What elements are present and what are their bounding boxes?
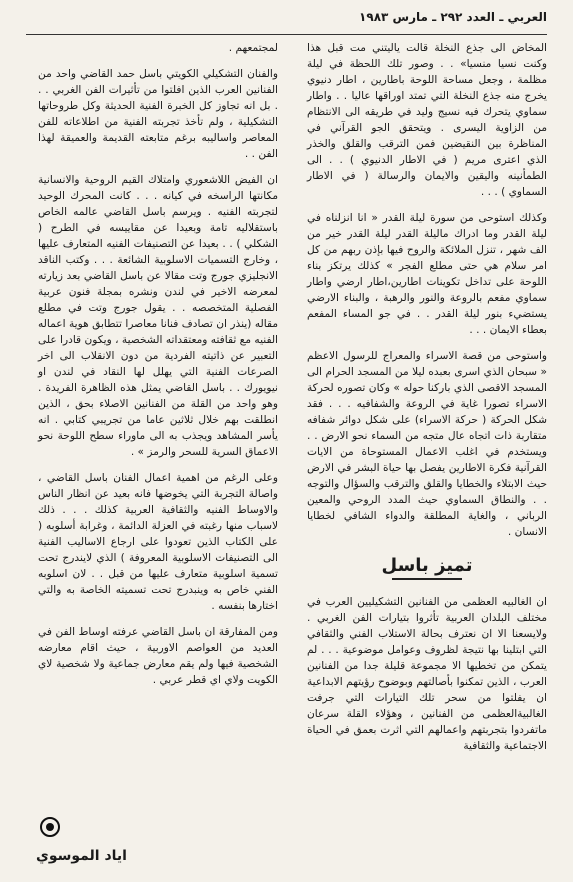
- subheading-rule: [392, 578, 462, 580]
- paragraph: لمجتمعهم .: [228, 42, 278, 54]
- paragraph: ان الغالبيه العظمى من الفنانين التشكيليين العرب في مختلف البلدان العربية تأثروا بتيارات الفن الغربي . ولايسعنا الا ان نعترف بحالة الاستلاب الفني والثقافي التي ابتلينا بها نتيجة لظروف وعوامل موضوعية . . . لم يتمكن من تخطيها الا مجموعة قليلة جدا من الفنانين العرب ، الذين تمكنوا بأصالتهم وبوضوح رؤيتهم الابداعية ان يفلتوا من سحر تلك التيارات التي جرفت الغالبيةالعظمى من الفنانين ، وهؤلاء القلة سرعان ماتفردوا بتجربتهم واعمالهم التي اثرت بعمق في الحياة الاجتماعية والثقافية: [307, 596, 547, 752]
- paragraph: وعلى الرغم من اهمية اعمال الفنان باسل القاضي ، واصالة التجربة التي يخوضها فانه بعيد عن انظار الناس والاوساط الفنيه والثقافية العربية كذلك . . . ذلك لاسباب منها رغبته في العزلة الدائمة ، وغرابة أسلوبه ( على الكتاب الذين تعودوا على ارجاع الاساليب الفنية الى التصنيفات الاسلوبية المعروفة ) الذي لايندرج تحت تسمية اسلوبية متعارف عليها من قبل . . لان اسلوبه الفني خاص به وينبدرج تحت تسميته الخاصة به والتي اختارها بنفسه .: [38, 472, 278, 612]
- paragraph: ومن المفارقة ان باسل القاضي عرفته اوساط الفن في العديد من العواصم الاوربية ، حيث اقام معارضه الشخصية فيها ولم يقم معارض جماعية ولا شخصية لاي الكويت ولاي اي قطر عربي .: [38, 626, 278, 686]
- issue-title: العربي ـ العدد ٢٩٢ ـ مارس ١٩٨٣: [359, 10, 547, 24]
- page-header: [26, 10, 547, 32]
- paragraph: وكذلك استوحى من سورة ليلة القدر « انا انزلناه في ليلة القدر وما ادراك ماليلة القدر ليلة القدر خير من الف شهر ، تنزل الملائكة والروح فيها بإذن ربهم من كل امر سلام هي حتى مطلع الفجر » كذلك يرتكز بناء اللوحة على تداخل تكوينات اطارين،اطار ارضي واطار سماوي مفعم بالروعة والنور والرهبة ، والبناء الارضي يستضيء بنور ليلة القدر . . في جو المساء المفعم بعطاء الايمان . . .: [307, 212, 547, 336]
- paragraph: والفنان التشكيلي الكويتي باسل حمد القاضي واحد من الفنانين العرب الذين افلتوا من تأثيرات الفن الغربي . . . بل انه تجاوز كل الخبرة الفنية الحديثة وكل طروحاتها التشكيلية ، ولم تأخذ تجربته الفنية من اطلاعاته للفن المعاصر واساليبه برغم متابعته القديمة والعميقة لهذا الفن . .: [38, 68, 278, 160]
- left-column: [38, 40, 278, 698]
- end-of-article-icon: [40, 817, 60, 837]
- header-rule: [26, 34, 547, 35]
- section-subheading: تميز باسل: [381, 555, 473, 576]
- author-name: اياد الموسوي: [36, 848, 127, 864]
- paragraph: ان الفيض اللاشعوري وامتلاك القيم الروحية والانسانية مكانتها الراسخه في كيانه . . . كانت المحرك الوحيد لتجربته الفنيه . ويرسم باسل القاضي عالمه الخاص باستقلاليه تامة وبعيدا عن مقاييسه في الطرح ( الشكلي ) . . بعيدا عن التصنيفات الفنيه المتعارف عليها ، وخارج التسميات الاسلوبية الشائعة . . . وكتب الناقد الانجليزي جورج وتت مقالا عن باسل القاضي بعد زيارته لمعرضه الاخير في لندن ونشره بمجلة فنون عربية الفصلية المتخصصه . . يقول جورج وتت في مطلع مقاله (ينذر ان تصادف فنانا معاصرا تتطابق هوية اعماله الفنيه مع ثقافته ومعتقداته الشخصية ، ويكون قادرا على التعبير عن ذاتيته الفردية من دون الانقلاب الى اخر الصرعات الفنية التي يهلل لها النقاد في لندن او نيويورك . . باسل القاضي يمثل هذه الظاهرة الفريدة . وهو واحد من القلة من الفنانين الاصلاء بحق ، الذين انطلقت بهم خلال ثلاثين عاما من تجريبي كتابي . انه يأسر المشاهد ويجذب به الى ماوراء سطح اللوحة نحو الاعماق السرية للسحر والرمز » .: [38, 174, 278, 458]
- paragraph: واستوحى من قصة الاسراء والمعراج للرسول الاعظم « سبحان الذي اسرى بعبده ليلا من المسجد الحرام الى المسجد الاقصى الذي باركنا حوله » وكان تصوره لحركة الاسراء تصورا غاية في الروعة والشفافيه . . . فقد شكل الحركة ( حركة الاسراء) على شكل دوائر شفافه متقاربة ذات اتجاه عال متجه من السماء نحو الارض . . ويستخدم في اغلب الاعمال المستوحاة من الايات القرآنية فكرة الاطارين يفصل بها حياة البشر في الارض حيث الابتلاء والخطايا والقلق والترقب والسؤال والتوجه . . والنطاق السماوي حيث المدد الروحي والمعين الرباني ، والغاية المطلقة والدواء الشافي لخطايا الانسان .: [307, 350, 547, 538]
- paragraph: المخاض الى جذع النخلة قالت ياليتني مت قبل هذا وكنت نسيا منسيا» . . وصور تلك اللحظة في ليلة مظلمة ، وجعل مساحة اللوحة باطارين ، اطار دنيوي يخرج منه جذع النخلة التي تمتد اوراقها عاليا . . واطار سماوي يتحرك فيه نسيج وليد في طريقه الى الانتظام من الزاوية اليسرى . ويتحقق الجو القرآني في المناظرة بين النقيضين فمن الترقب والقلق والخذر الذي اعترى مريم ( في الاطار الدنيوي ) . . الى الطمأنينه واليقين والايمان والرسالة ( في الاطار السماوي ) . . .: [307, 42, 547, 198]
- right-column: [307, 40, 547, 764]
